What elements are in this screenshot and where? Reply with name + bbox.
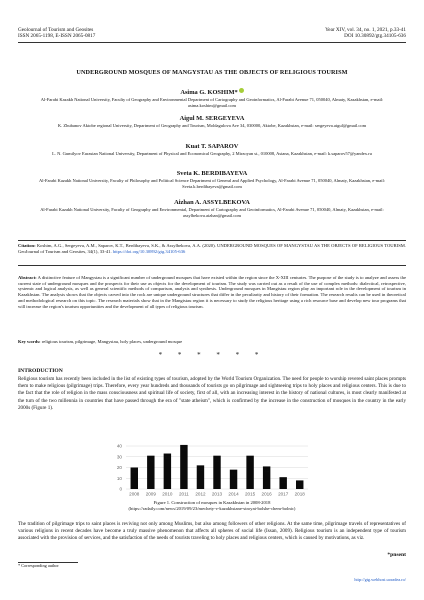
author-name: Sveta K. BERDIBAYEVA <box>176 170 248 177</box>
x-tick-label: 2014 <box>228 491 239 497</box>
citation-block <box>18 243 406 255</box>
author-block <box>30 88 394 109</box>
section-separator-stars: * * * * * * <box>158 351 266 359</box>
bar-value-label: 21 <box>264 468 270 474</box>
section-heading: INTRODUCTION <box>18 368 63 374</box>
x-tick-label: 2017 <box>278 491 289 497</box>
bar-value-label: 18 <box>230 471 237 477</box>
chart-y-axis <box>117 444 123 492</box>
chart-x-axis <box>129 492 305 497</box>
author-block <box>30 170 394 190</box>
x-tick-label: 2016 <box>261 491 272 497</box>
journal-website-link[interactable]: http://gtg.webhost.uoradea.ro/ <box>354 577 406 582</box>
y-tick-label: 40 <box>116 443 122 449</box>
author-affiliation: L. N. Gumilyov Eurasian National University, Department of Physical and Economical Geography, 2 Mirzoyan st., 010008, Astana, Kazakhstan, e-mail: k.saparov57@yandex.ru <box>52 151 372 156</box>
y-tick-label: 0 <box>119 486 122 492</box>
journal-issn: ISSN 2065-1198, E-ISSN 2065-0817 <box>18 33 96 40</box>
bar-value-label: 11 <box>280 478 286 484</box>
bar-value-label: 22 <box>197 466 204 472</box>
figure-caption <box>18 500 406 511</box>
author-block <box>30 199 394 219</box>
author-affiliation: K. Zhubanov Aktobe regional University, Department of Geography and Tourism, Moldagulova Ave 34, 030000, Aktobe, Kazakhstan, e-mail: sergeyeva.aigul@gmail.com <box>57 123 367 128</box>
author-affiliation: Al-Farabi Kazakh National University, Faculty of Geography and Environmental Department of Cartography and Geoinformatics, Al-Farabi Avenue 71, 050040, Almaty, Kazakhstan, e-mail: asima.koshim@gmail.com <box>40 97 384 108</box>
citation-divider-bottom <box>18 265 406 266</box>
mosque-construction-chart <box>104 440 314 500</box>
citation-label: Citation: <box>18 243 36 248</box>
x-tick-label: 2015 <box>244 491 256 497</box>
bar-value-label: 8 <box>298 482 302 487</box>
author-name: Aizhan A. ASSYLBEKOVA <box>174 199 250 206</box>
figure-caption-source: (https://radaily.com/news/2019/09/23/mechety-v-kazakhstane-stroyat-bolshe-chem-bolnic) <box>128 505 296 511</box>
bar-value-label: 31 <box>247 457 253 463</box>
intro-paragraph-2: The tradition of pilgrimage trips to saint places is reviving not only among Muslims, but also among followers of other religions. At the same time, pilgrimage travels of representatives of various religions in recent decades have become a truly massive phenomenon that affects all spheres of social life (Issan, 2009). Religious tourism is an independent type of tourism associated with the provision of services, and the satisfaction of the needs of tourists traveling to holy places and religious centers, which is caused by motivations, as viz. <box>18 521 406 542</box>
bar-value-label: 31 <box>148 457 154 463</box>
paper-title: UNDERGROUND MOSQUES OF MANGYSTAU AS THE OBJECTS OF RELIGIOUS TOURISM <box>76 69 348 76</box>
author-affiliation: Al-Farabi Kazakh National University, Faculty of Philosophy and Political Science Department of General and Applied Psychology, Al-Farabi Avenue 71, 050040, Almaty, Kazakhstan, e-mail: Sveta.k.berdibayeva@gmail.com <box>39 178 385 189</box>
x-tick-label: 2013 <box>211 491 223 497</box>
x-tick-label: 2018 <box>294 491 305 497</box>
figure-caption-title: Figure 1. Construction of mosques in Kazakhstan in 2008-2018 <box>153 500 271 505</box>
x-tick-label: 2011 <box>178 491 189 497</box>
x-tick-label: 2010 <box>162 491 173 497</box>
journal-header-left <box>18 27 95 40</box>
journal-header-right <box>325 27 406 40</box>
author-block <box>30 115 394 129</box>
bar-value-label: 31 <box>214 457 220 463</box>
citation-doi-link[interactable]: https://doi.org/10.30892/gtg.34105-636 <box>112 249 186 254</box>
bar-value-label: 33 <box>164 455 170 461</box>
y-tick-label: 10 <box>116 475 122 481</box>
keywords-label: Key words: <box>18 339 41 344</box>
author-name: Aigul M. SERGEYEVA <box>179 115 245 122</box>
citation-text: Koshim, A.G., Sergeyeva, A.M., Saparov, K.T., Berdibayeva, S.K., & Assylbekova, A.A. (2020). UNDERGROUND MOSQUES OF MANGYSTAU AS THE OBJECTS OF RELIGIOUS TOURISM. GeoJournal of Tourism and Geosites, 34(1), 33-41. <box>18 243 406 254</box>
orcid-icon[interactable] <box>239 88 244 93</box>
bar-value-label: 20 <box>131 469 137 475</box>
author-affiliation: Al-Farabi Kazakh National University, Faculty of Geography and Environmental, Department of Cartography and Geoinformatics, Al-Farabi Avenue 71, 050040, Almaty, Kazakhstan, e-mail: assylbekova.aizhan@gmail.com <box>40 207 384 218</box>
corresponding-author-footnote: * Corresponding author <box>18 563 59 568</box>
x-tick-label: 2008 <box>129 491 140 497</box>
journal-name: Geolournal of Tourism and Geosites <box>18 27 94 33</box>
citation-divider-top <box>18 240 406 241</box>
x-tick-label: 2012 <box>195 491 206 497</box>
journal-volume: Year XIV, vol. 34, no. 1, 2021, p.33-41 <box>325 27 406 33</box>
bar-value-label: 41 <box>181 446 187 452</box>
header-divider <box>18 42 406 43</box>
y-tick-label: 30 <box>116 454 122 460</box>
author-block <box>30 143 394 157</box>
keywords <box>18 339 406 345</box>
chart-bars <box>131 445 304 489</box>
author-name: Kuat T. SAPAROV <box>185 143 239 150</box>
journal-doi: DOI 10.30892/gtg.34105-636 <box>344 33 406 40</box>
author-name: Asima G. KOSHIM* <box>180 89 238 96</box>
y-tick-label: 20 <box>116 465 122 471</box>
abstract <box>18 275 406 309</box>
abstract-text: A distinctive feature of Mangystau is a significant number of underground mosques that have existed within the region since the X-XIII centuries. The purpose of the study is to analyze and assess the current state of underground mosques and the prospects for their use as objects for the development of tourism. The study was carried out as a result of the use of complex methods: dialectical, retrospective, systemic and logical analysis, as well as general scientific methods of comparison, analysis and synthesis. Underground mosques in Mangistau region play an important role in the development of tourism in Kazakhstan. The analysis shows that the objects carved into the rock are unique underground structures that differ in the peculiarity and history of their formation. The research results can be used in theoretical and methodological research on this topic. The research materials show that in the Mangistau region it is necessary to study the religious heritage using a rich resource base and develop new tour programs that will increase the region's tourism opportunities and the development of all types of religious tourism. <box>18 275 406 309</box>
abstract-label: Abstract: <box>18 275 37 280</box>
x-tick-label: 2009 <box>145 491 156 497</box>
keywords-text: religious tourism, pilgrimage, Mangystau, holy places, underground mosque <box>41 339 183 344</box>
intro-paragraph-1: Religious tourism has recently been included in the list of existing types of tourism, adopted by the World Tourism Organization. The need for people to worship revered saint places prompts them to make religious (pilgrimage) trips. Therefore, every year hundreds and thousands of tourists go on pilgrimage and sightseeing trips to holy places and religious centers. This is due to the fact that the role of religion in the mass consciousness and spiritual life of society, first of all, with an increasing interest in the history of national cultures, is most clearly manifested at the turn of the two millennia in countries that have passed through the era of "state atheism", which is confirmed by the increase in the construction of mosques in the country in the early 2000s (Figure 1). <box>18 376 406 411</box>
chart-bar <box>180 445 187 489</box>
reference-stamp: *pnsent <box>387 552 406 558</box>
